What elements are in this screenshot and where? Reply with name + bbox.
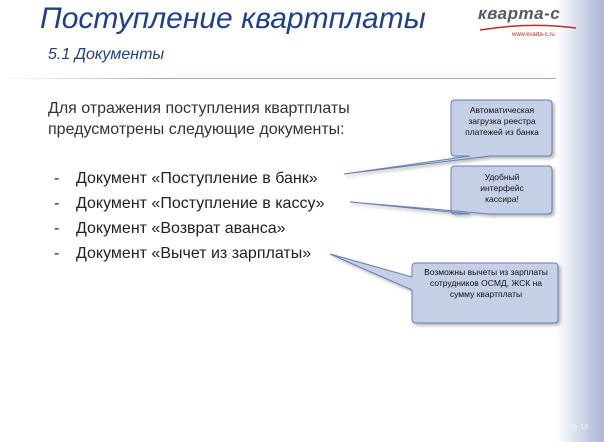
document-name: Документ «Возврат аванса»	[76, 220, 286, 237]
list-bullet: -	[54, 220, 60, 237]
list-bullet: -	[54, 195, 60, 212]
callout-text-3: Возможны вычеты из зарплаты сотрудников ОСМД, ЖСК на сумму квартплаты	[424, 267, 548, 299]
callout-text-2: Удобный интерфейс кассира!	[480, 172, 524, 204]
callout-text-1: Автоматическая загрузка реестра платежей из банка	[465, 105, 539, 137]
document-name: Документ «Вычет из зарплаты»	[76, 245, 312, 262]
document-name: Документ «Поступление в банк»	[76, 170, 318, 187]
logo-tagline: www.kvarta-c.ru	[512, 32, 555, 38]
logo-name: кварта-с	[478, 4, 561, 23]
document-name: Документ «Поступление в кассу»	[76, 195, 325, 212]
list-bullet: -	[54, 170, 60, 187]
slide-title: Поступление квартплаты	[40, 2, 426, 35]
page-number: стр. 10	[566, 424, 589, 431]
slide-subtitle: 5.1 Документы	[48, 46, 165, 63]
intro-text: Для отражения поступления квартплаты предусмотрены следующие документы:	[48, 100, 350, 138]
list-bullet: -	[54, 245, 60, 262]
